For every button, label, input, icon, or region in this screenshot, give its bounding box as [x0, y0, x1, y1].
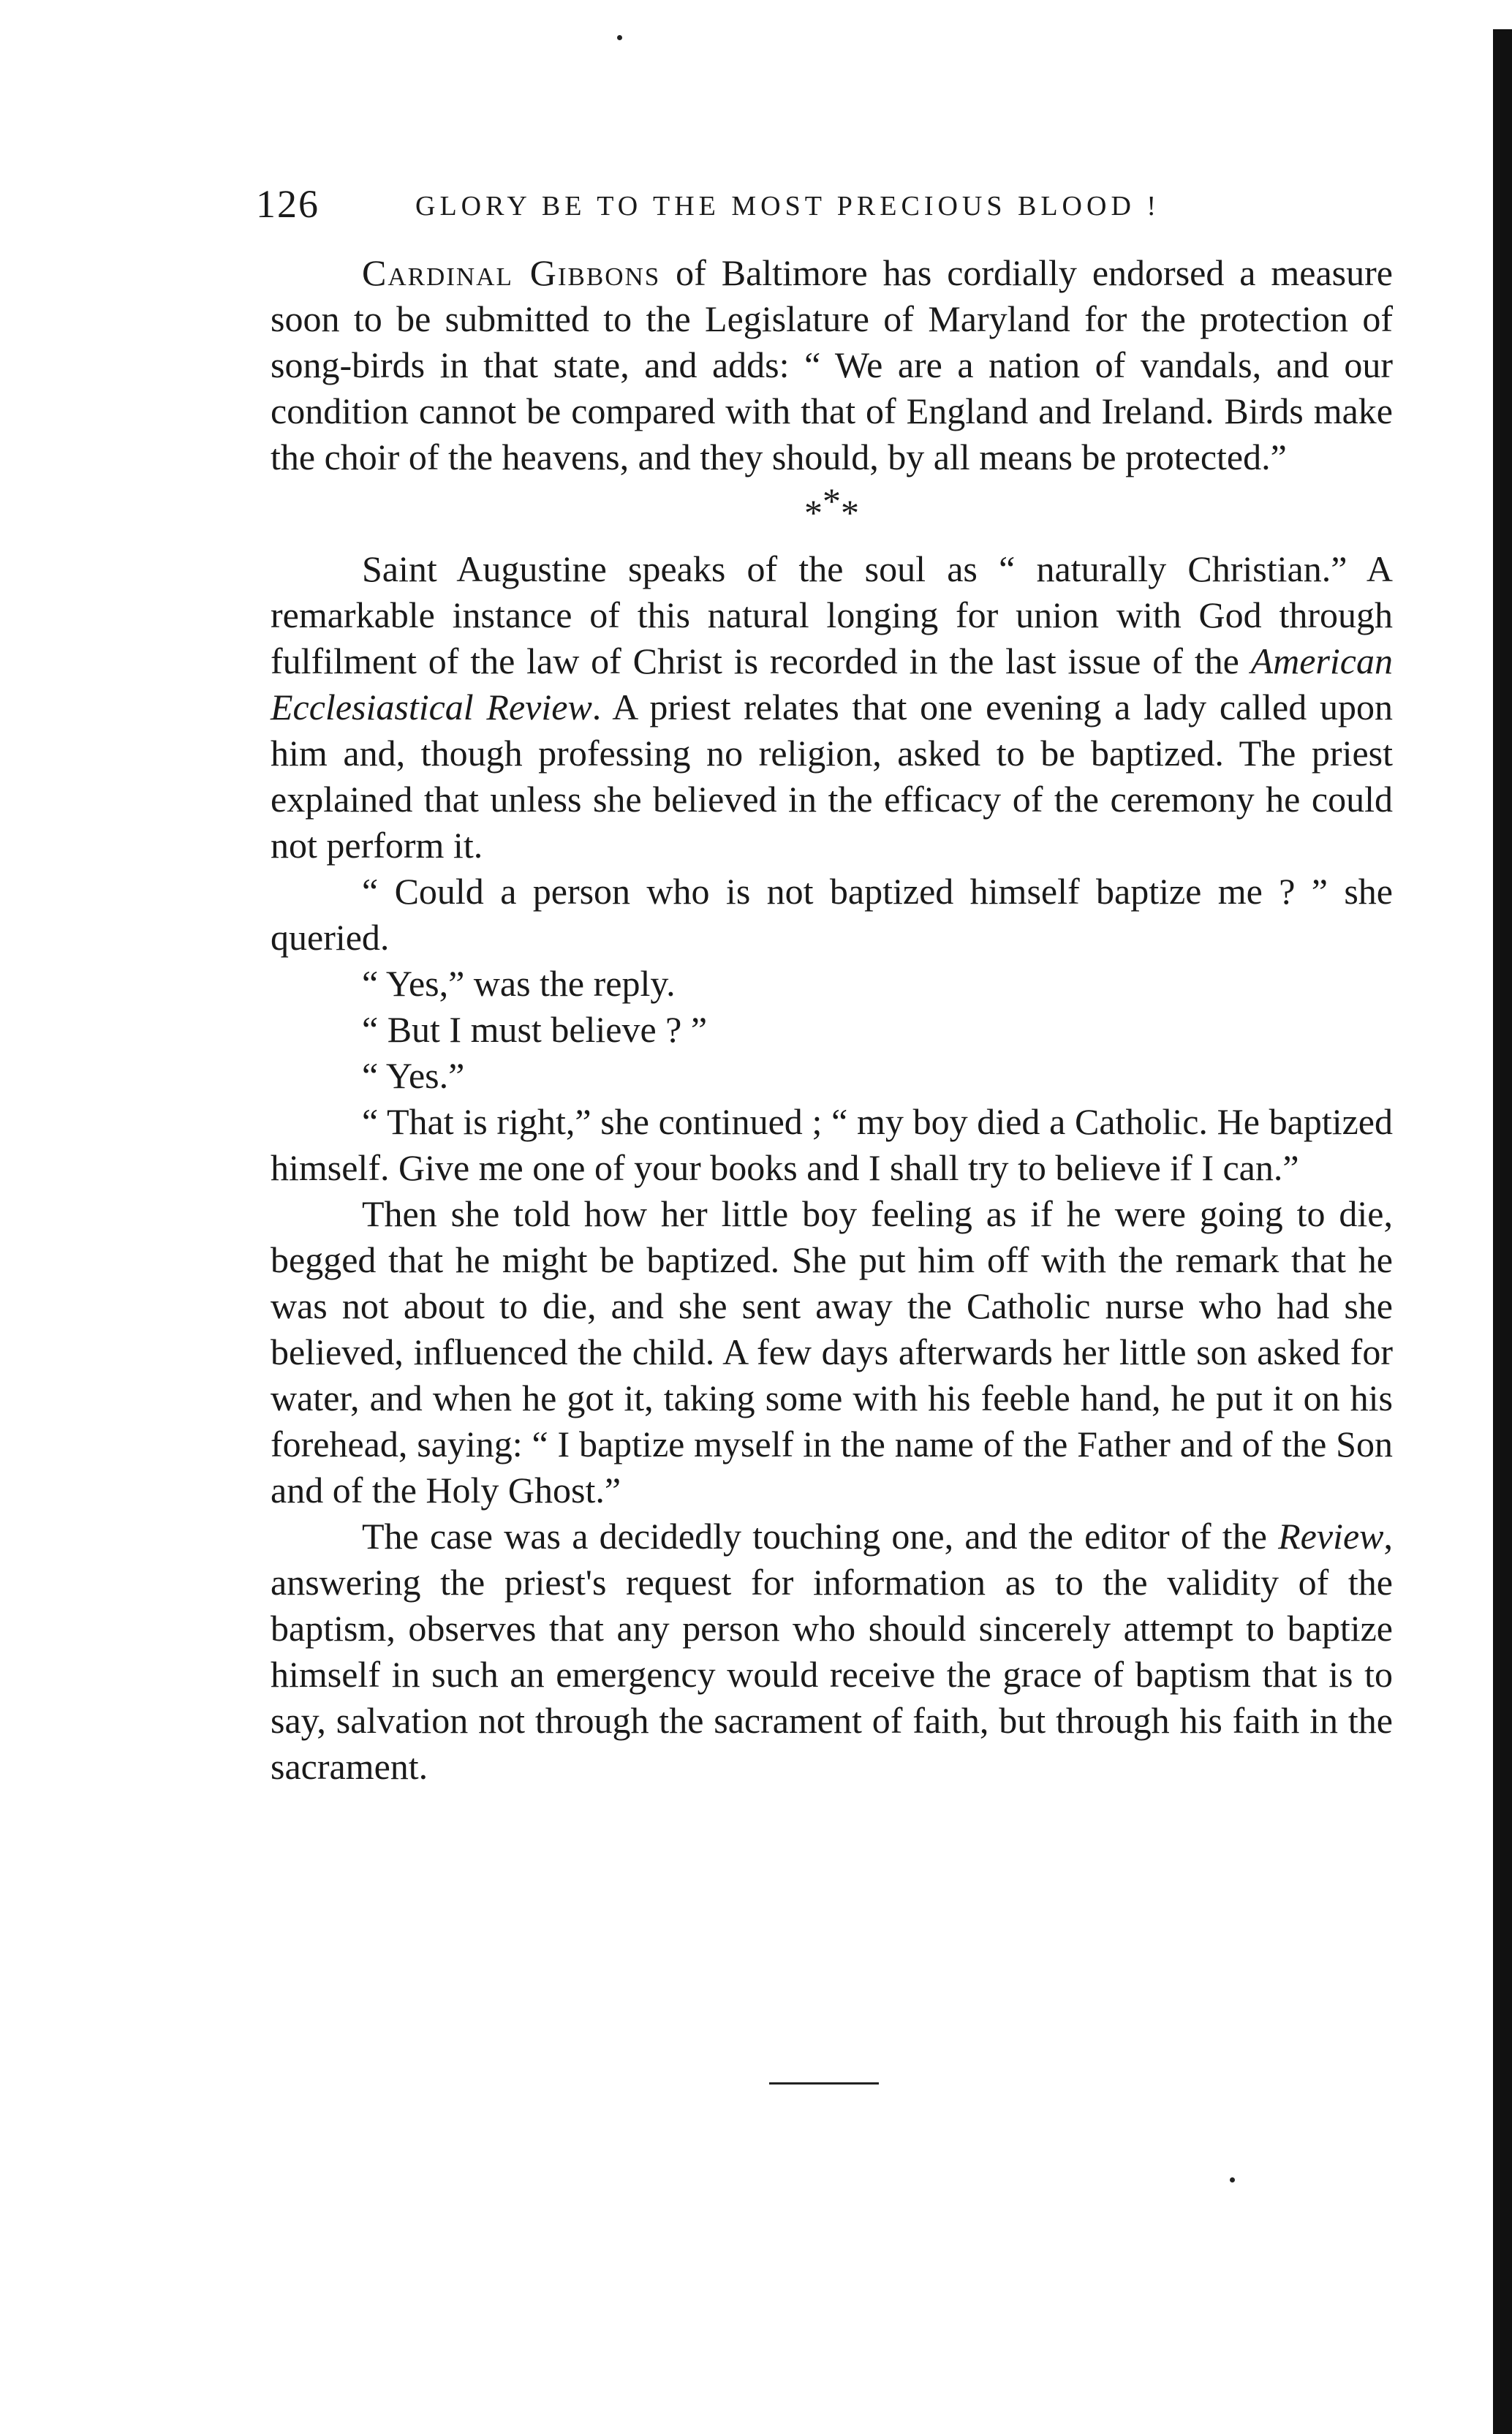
paragraph-text: . A priest relates that one evening a lady called upon him and, though professing no religion, asked to be baptized. The priest explained that unless she believed in the efficacy of the ceremony he could not perform it.	[271, 687, 1393, 866]
paragraph-saint-augustine	[271, 546, 1393, 869]
page-number: 126	[256, 182, 320, 226]
paragraph-dialogue-boy: “ That is right,” she continued ; “ my boy died a Catholic. He baptized himself. Give me one of your books and I shall try to believe if I can.”	[271, 1101, 1393, 1188]
paragraph-text: , answering the priest's request for information as to the validity of the baptism, observes that any person who should sincerely attempt to baptize himself in such an emergency would receive the grace of baptism that is to say, salvation not through the sacrament of faith, but through his faith in the sacrament.	[271, 1516, 1393, 1787]
asterism-star-right: *	[841, 492, 859, 533]
paragraph-text: of Baltimore has cordially endorsed a measure soon to be submitted to the Legislature of Maryland for the protection of song-birds in that state, and adds: “ We are a nation of vandals, and our condition cannot be compared with that of England and Ireland. Birds make the choir of the heavens, and they should, by all means be protected.”	[271, 252, 1393, 477]
asterism-star-top: *	[823, 480, 841, 521]
paragraph-dialogue-believe: “ But I must believe ? ”	[362, 1009, 708, 1050]
journal-title-short: Review	[1278, 1516, 1384, 1557]
paragraph-dialogue-yes: “ Yes.”	[362, 1055, 465, 1096]
scan-speck	[1230, 2177, 1235, 2182]
end-rule	[769, 2082, 879, 2085]
paragraph-text: The case was a decidedly touching one, and the editor of the	[362, 1516, 1279, 1557]
running-head: GLORY BE TO THE MOST PRECIOUS BLOOD !	[415, 191, 1161, 222]
scan-page-edge	[1493, 0, 1512, 2434]
section-asterism	[271, 480, 1393, 539]
asterism-star-left: *	[804, 492, 823, 533]
scan-speck	[617, 35, 622, 40]
paragraph-lead: Cardinal Gibbons	[362, 252, 661, 293]
paragraph-dialogue-question: “ Could a person who is not baptized himself baptize me ? ” she queried.	[271, 871, 1393, 958]
page-header	[256, 181, 1396, 233]
paragraph-cardinal-gibbons	[271, 250, 1393, 480]
paragraph-story: Then she told how her little boy feeling as if he were going to die, begged that he might be baptized. She put him off with the remark that he was not about to die, and she sent away the Catholic nurse who had she believed, influenced the child. A few days afterwards her little son asked for water, and when he got it, taking some with his feeble hand, he put it on his forehead, saying: “ I baptize myself in the name of the Father and of the Son and of the Holy Ghost.”	[271, 1193, 1393, 1511]
page-body	[271, 250, 1393, 1790]
journal-title: American Ecclesiastical Review	[271, 640, 1393, 727]
scan-page-edge-gap	[1493, 0, 1512, 29]
paragraph-text: Saint Augustine speaks of the soul as “ naturally Christian.” A remarkable instance of this natural longing for union with God through fulfilment of the law of Christ is recorded in the last issue of the	[271, 548, 1393, 681]
paragraph-editor-response	[271, 1513, 1393, 1790]
paragraph-dialogue-reply: “ Yes,” was the reply.	[362, 963, 676, 1004]
